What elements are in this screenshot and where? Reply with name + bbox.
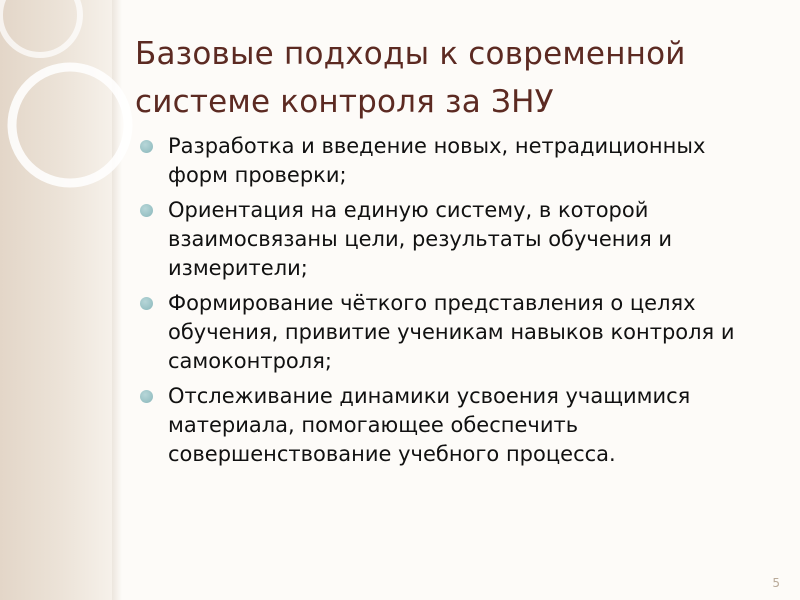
bullet-dot-icon [140,204,153,217]
small-ring-icon [0,0,80,55]
bullet-item [140,382,772,469]
slide-title: Базовые подходы к современной системе контроля за ЗНУ [135,36,686,120]
bullet-dot-icon [140,390,153,403]
bullet-text: Ориентация на единую систему, в которой взаимосвязаны цели, результаты обучения и измерители; [168,198,673,280]
bullet-dot-icon [140,297,153,310]
bullet-list [140,132,772,475]
bullet-item [140,196,772,283]
page-number: 5 [772,576,780,590]
bullet-text: Формирование чёткого представления о целях обучения, привитие ученикам навыков контроля и самоконтроля; [168,291,735,373]
bullet-item [140,132,772,190]
bullet-item [140,289,772,376]
bullet-text: Разработка и введение новых, нетрадиционных форм проверки; [168,134,706,187]
bullet-text: Отслеживание динамики усвоения учащимися материала, помогающее обеспечить совершенствование учебного процесса. [168,384,691,466]
bullet-dot-icon [140,140,153,153]
large-ring-icon [12,67,128,183]
